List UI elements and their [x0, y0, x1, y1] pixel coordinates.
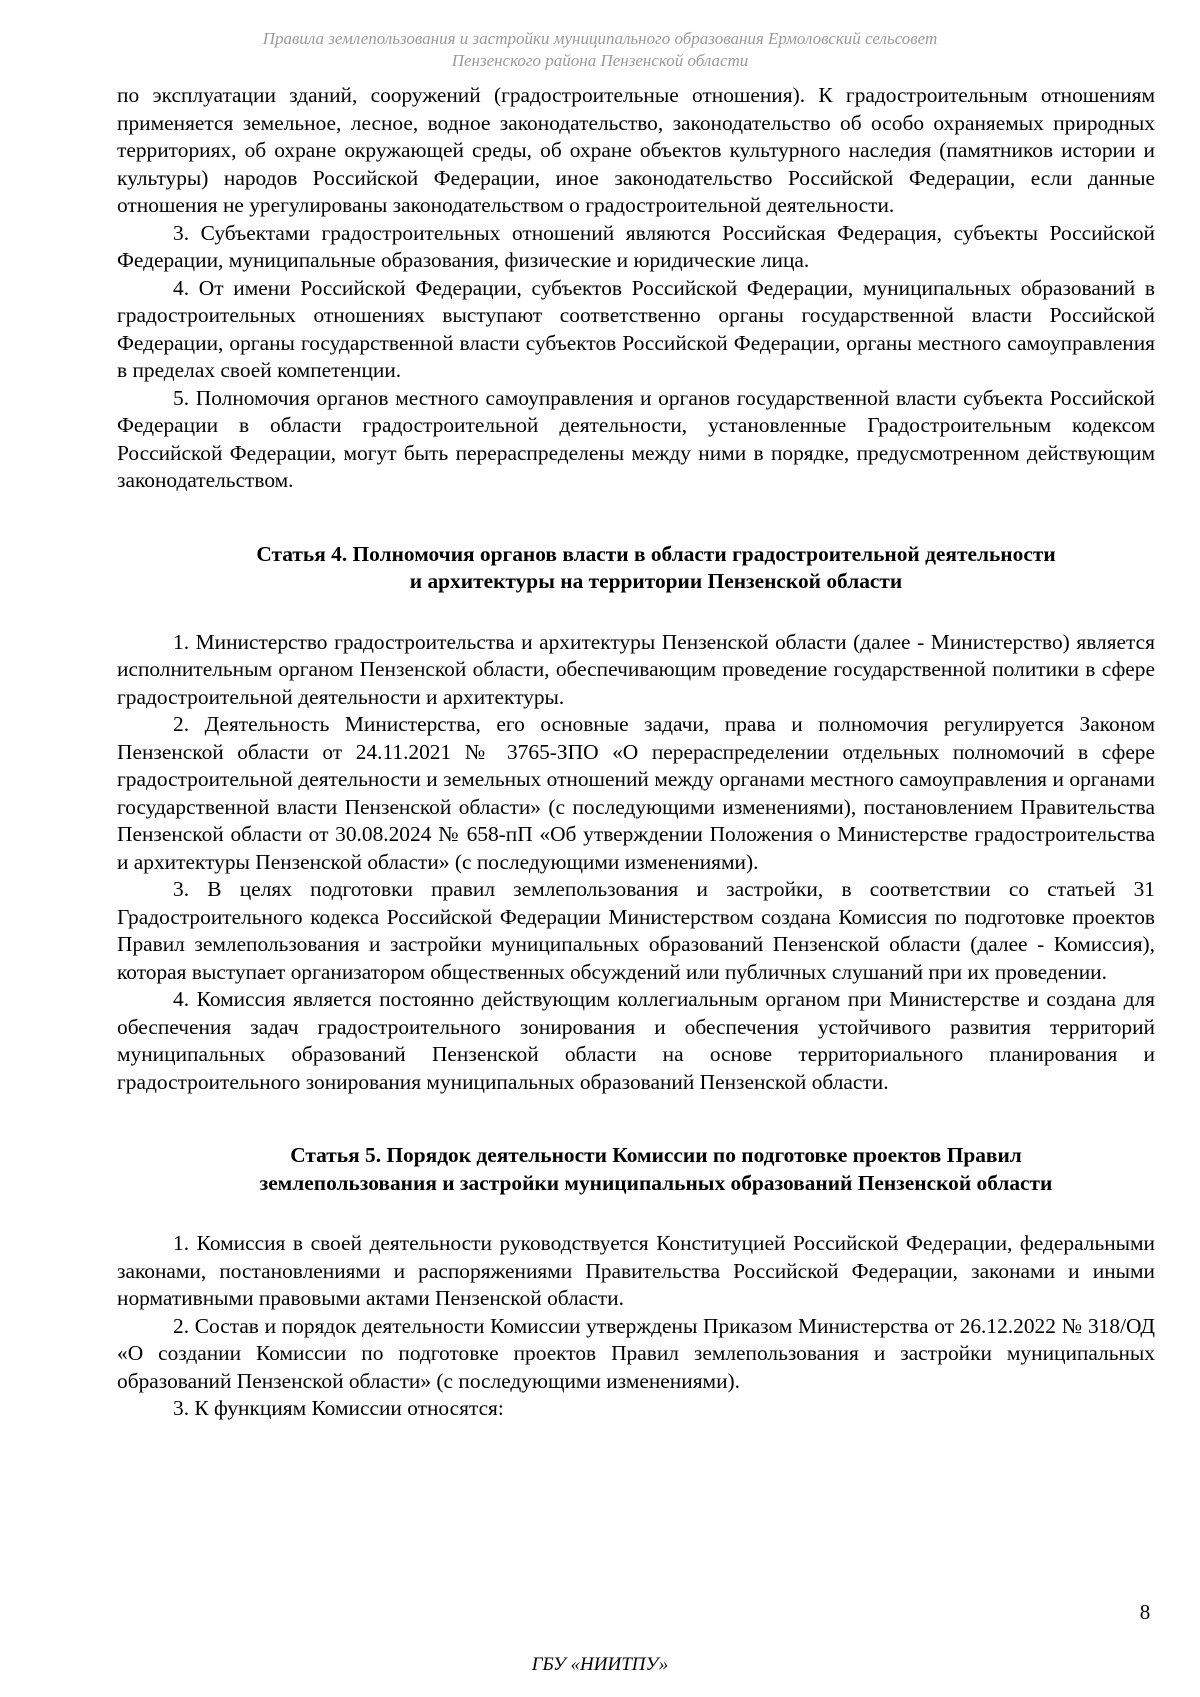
article-4-heading-line-2: и архитектуры на территории Пензенской области — [409, 569, 903, 593]
page-footer: ГБУ «НИИТПУ» — [531, 1654, 669, 1675]
article-4-paragraph-4: 4. Комиссия является постоянно действующим коллегиальным органом при Министерстве и создана для обеспечения задач градостроительного зонирования и обеспечения устойчивого развития территорий муниципальных образований Пензенской области на основе территориального планирования и градостроительного зонирования муниципальных образований Пензенской области. — [117, 987, 1155, 1094]
article-5-heading-line-1: Статья 5. Порядок деятельности Комиссии по подготовке проектов Правил — [290, 1143, 1022, 1167]
paragraph-continuation: по эксплуатации зданий, сооружений (градостроительные отношения). К градостроительным отношениям применяется земельное, лесное, водное законодательство, законодательство об особо охраняемых природных территориях, об охране окружающей среды, об охране объектов культурного наследия (памятников истории и культуры) народов Российской Федерации, иное законодательство Российской Федерации, если данные отношения не урегулированы законодательством о градостроительной деятельности. — [117, 83, 1155, 217]
article-5-paragraph-3: 3. К функциям Комиссии относятся: — [173, 1396, 504, 1420]
page-number: 8 — [1139, 1600, 1151, 1624]
running-header-line-2: Пензенского района Пензенской области — [451, 51, 749, 70]
paragraph-item-4: 4. От имени Российской Федерации, субъектов Российской Федерации, муниципальных образований в градостроительных отношениях выступают соответственно органы государственной власти Российской Федерации, органы государственной власти субъектов Российской Федерации, органы местного самоуправления в пределах своей компетенции. — [117, 275, 1155, 382]
document-body — [117, 82, 1155, 1423]
paragraph-item-3: 3. Субъектами градостроительных отношений являются Российская Федерация, субъекты Российской Федерации, муниципальные образования, физические и юридические лица. — [117, 220, 1155, 272]
article-4-paragraph-3: 3. В целях подготовки правил землепользования и застройки, в соответствии со статьей 31 Градостроительного кодекса Российской Федерации Министерством создана Комиссия по подготовке проектов Правил землепользования и застройки муниципальных образований Пензенской области (далее - Комиссия), которая выступает организатором общественных обсуждений или публичных слушаний при их проведении. — [117, 877, 1155, 984]
article-5-paragraph-2: 2. Состав и порядок деятельности Комиссии утверждены Приказом Министерства от 26.12.2022 № 318/ОД «О создании Комиссии по подготовке проектов Правил землепользования и застройки муниципальных образований Пензенской области» (с последующими изменениями). — [117, 1313, 1155, 1393]
running-header-line-1: Правила землепользования и застройки муниципального образования Ермоловский сельсовет — [262, 29, 938, 48]
paragraph-item-5: 5. Полномочия органов местного самоуправления и органов государственной власти субъекта Российской Федерации в области градостроительной деятельности, установленные Градостроительным кодексом Российской Федерации, могут быть перераспределены между ними в порядке, предусмотренном действующим законодательством. — [117, 385, 1155, 492]
running-header — [150, 28, 1050, 72]
article-5-paragraph-1: 1. Комиссия в своей деятельности руководствуется Конституцией Российской Федерации, федеральными законами, постановлениями и распоряжениями Правительства Российской Федерации, законами и иными нормативными правовыми актами Пензенской области. — [117, 1231, 1155, 1310]
article-5-heading-line-2: землепользования и застройки муниципальных образований Пензенской области — [259, 1170, 1053, 1195]
article-4-heading — [117, 541, 1155, 596]
article-4-paragraph-2: 2. Деятельность Министерства, его основные задачи, права и полномочия регулируется Законом Пензенской области от 24.11.2021 № 3765-ЗПО «О перераспределении отдельных полномочий в сфере градостроительной деятельности и земельных отношений между органами местного самоуправления и органами государственной власти Пензенской области» (с последующими изменениями), постановлением Правительства Пензенской области от 30.08.2024 № 658-пП «Об утверждении Положения о Министерстве градостроительства и архитектуры Пензенской области» (с последующими изменениями). — [117, 712, 1155, 874]
article-5-heading — [117, 1142, 1155, 1197]
article-4-heading-line-1: Статья 4. Полномочия органов власти в области градостроительной деятельности — [256, 541, 1056, 566]
article-4-paragraph-1: 1. Министерство градостроительства и архитектуры Пензенской области (далее - Министерство) является исполнительным органом Пензенской области, обеспечивающим проведение государственной политики в сфере градостроительной деятельности и архитектуры. — [117, 629, 1155, 709]
